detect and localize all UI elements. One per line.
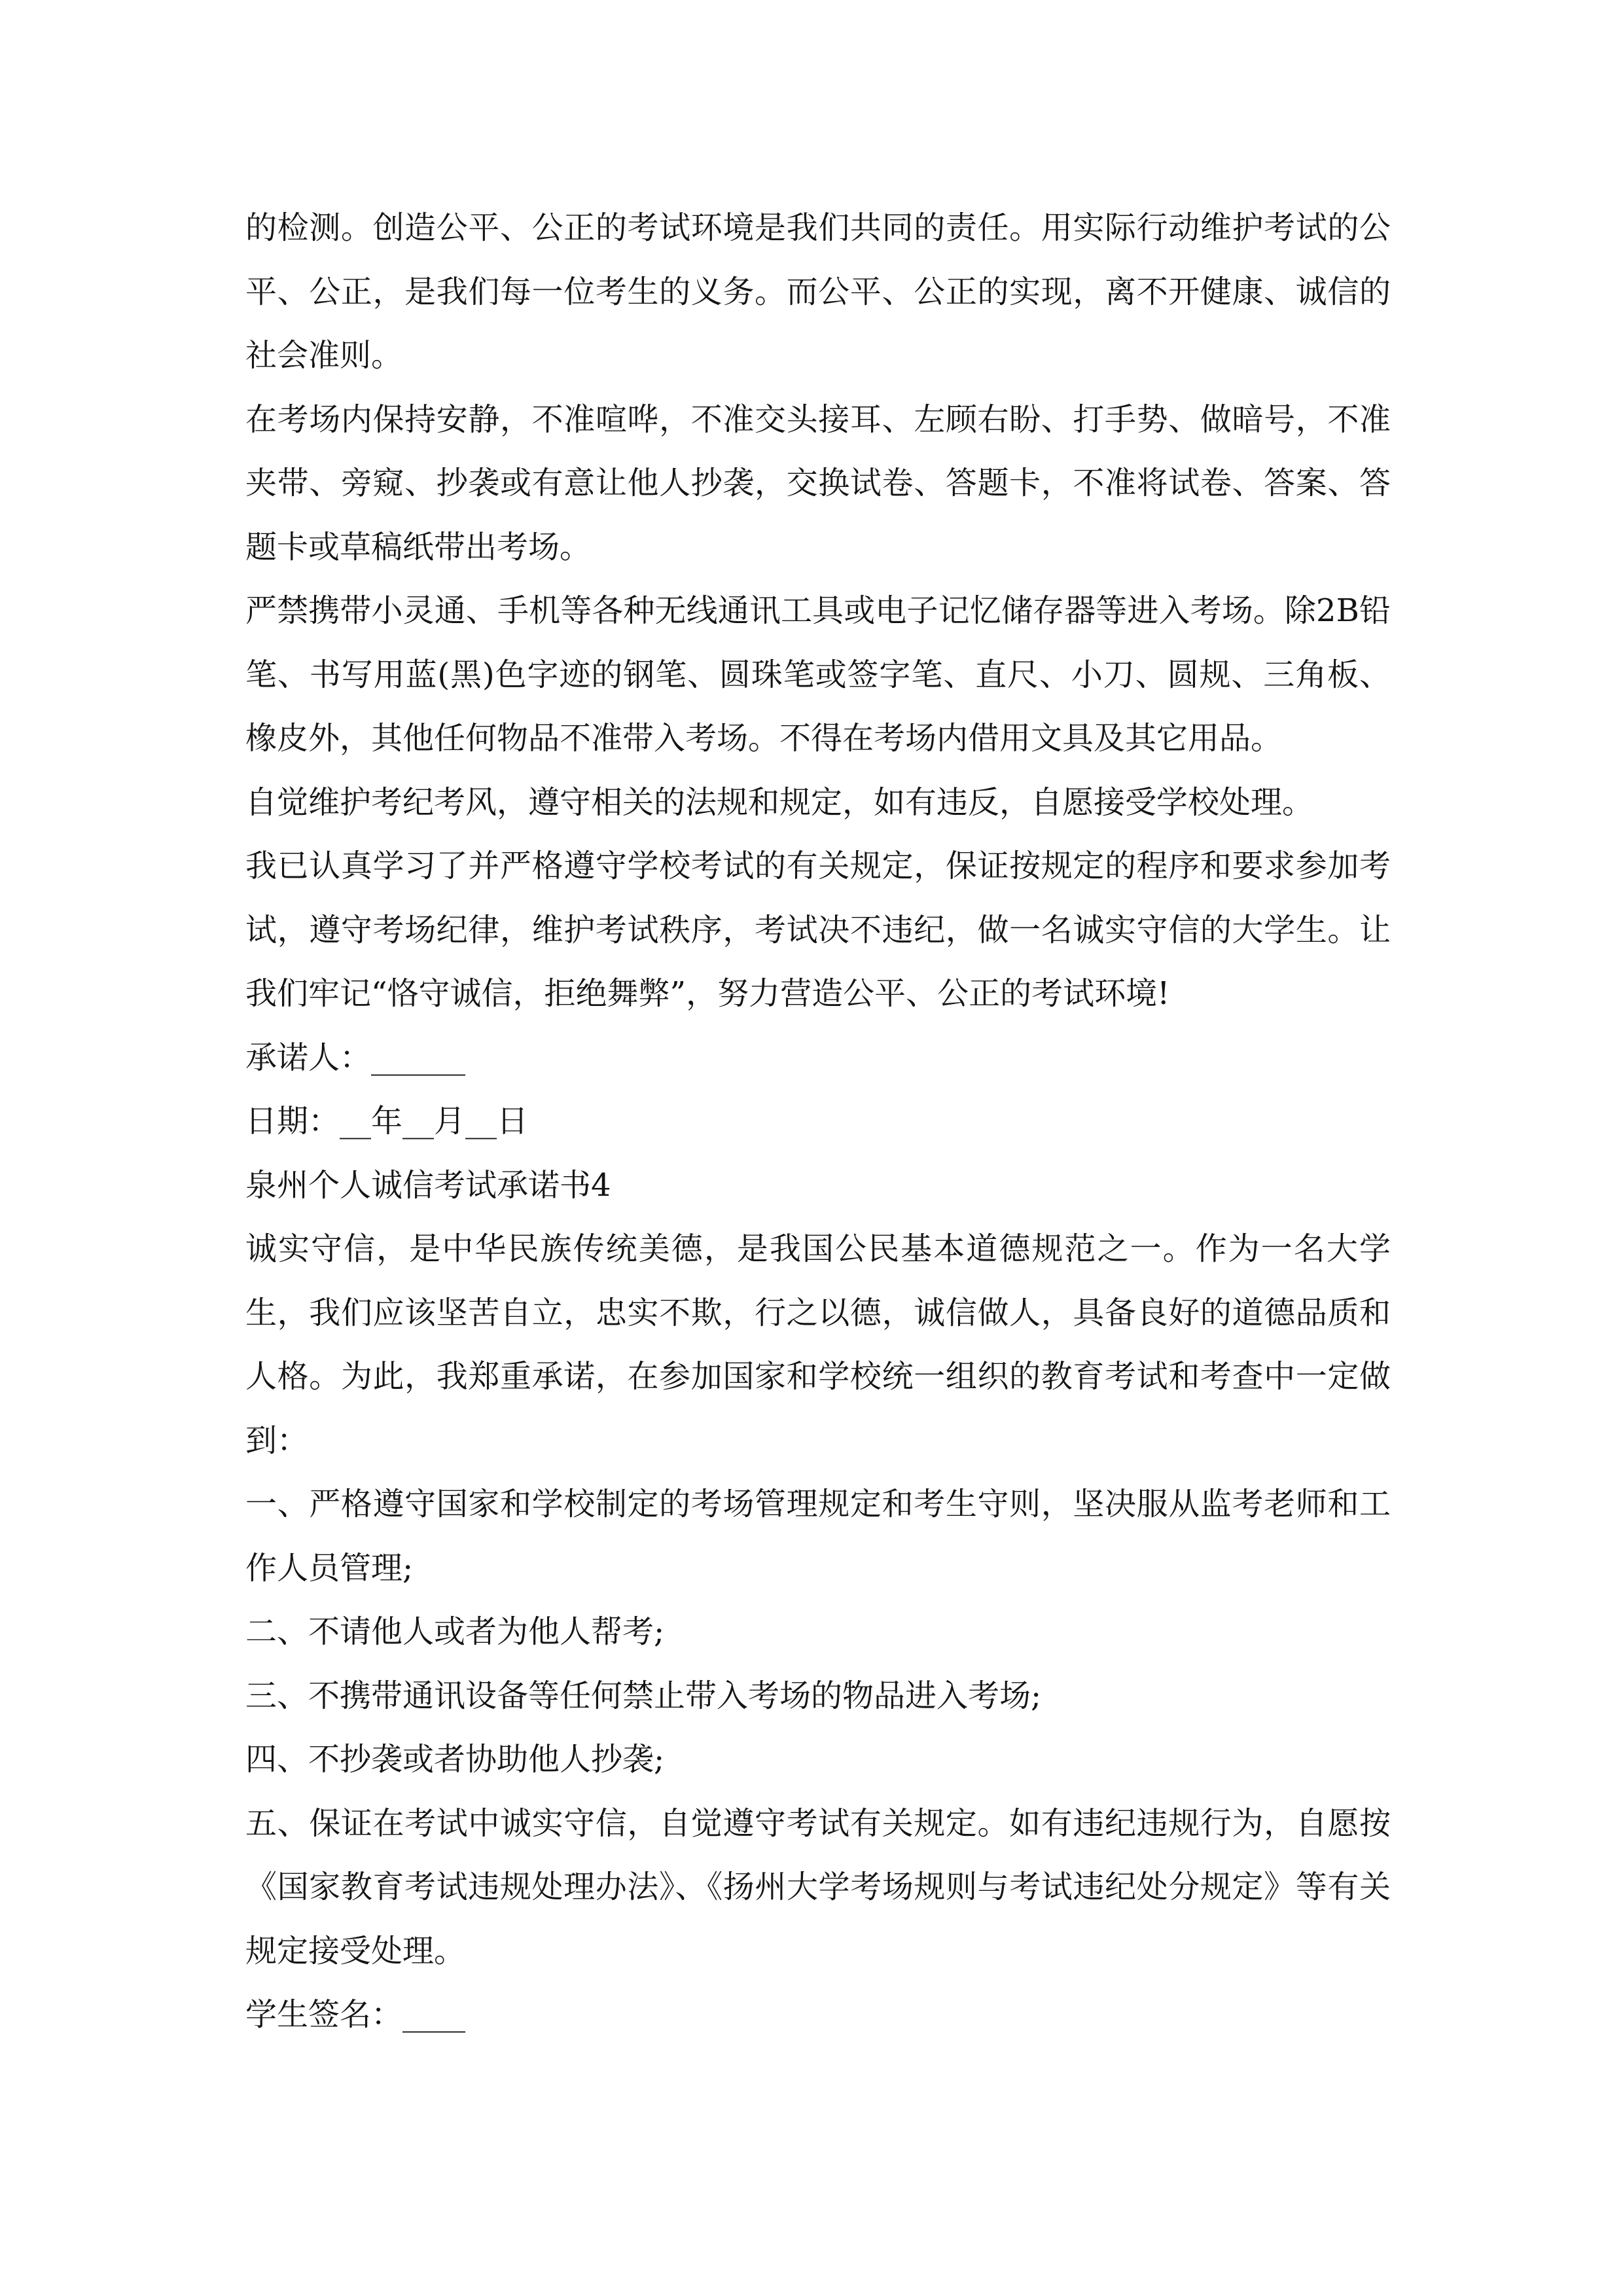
paragraph-discipline: 自觉维护考纪考风，遵守相关的法规和规定，如有违反，自愿接受学校处理。 bbox=[245, 783, 1314, 821]
student-signature-line: 学生签名：____ bbox=[245, 1996, 466, 2033]
pledge-item-3: 三、不携带通讯设备等任何禁止带入考场的物品进入考场; bbox=[245, 1677, 1042, 1714]
pledge-item-4: 四、不抄袭或者协助他人抄袭; bbox=[245, 1741, 665, 1778]
pledge-item-5: 五、保证在考试中诚实守信，自觉遵守考试有关规定。如有违纪违规行为，自愿按《国家教育考试违规处理办法》、《扬州大学考场规则与考试违纪处分规定》等有关规定接受处理。 bbox=[245, 1804, 1391, 1969]
pledge-item-2: 二、不请他人或者为他人帮考; bbox=[245, 1613, 665, 1650]
paragraph-pledge: 我已认真学习了并严格遵守学校考试的有关规定，保证按规定的程序和要求参加考试，遵守考场纪律，维护考试秩序，考试决不违纪，做一名诚实守信的大学生。让我们牢记“恪守诚信，拒绝舞弊”，努力营造公平、公正的考试环境! bbox=[245, 848, 1391, 1012]
paragraph-fairness-responsibility: 的检测。创造公平、公正的考试环境是我们共同的责任。用实际行动维护考试的公平、公正，是我们每一位考生的义务。而公平、公正的实现，离不开健康、诚信的社会准则。 bbox=[245, 209, 1391, 374]
paragraph-exam-room-conduct: 在考场内保持安静，不准喧哗，不准交头接耳、左顾右盼、打手势、做暗号，不准夹带、旁窥、抄袭或有意让他人抄袭，交换试卷、答题卡，不准将试卷、答案、答题卡或草稿纸带出考场。 bbox=[245, 401, 1391, 565]
date-line: 日期：__年__月__日 bbox=[245, 1103, 529, 1139]
promiser-signature-line: 承诺人：______ bbox=[245, 1039, 466, 1076]
section-title: 泉州个人诚信考试承诺书4 bbox=[245, 1166, 611, 1204]
pledge-item-1: 一、严格遵守国家和学校制定的考场管理规定和考生守则，坚决服从监考老师和工作人员管理; bbox=[245, 1486, 1391, 1587]
document-body bbox=[245, 196, 1391, 2047]
paragraph-integrity-intro: 诚实守信，是中华民族传统美德，是我国公民基本道德规范之一。作为一名大学生，我们应该坚苦自立，忠实不欺，行之以德，诚信做人，具备良好的道德品质和人格。为此，我郑重承诺，在参加国家和学校统一组织的教育考试和考查中一定做到： bbox=[245, 1230, 1391, 1459]
paragraph-prohibited-items: 严禁携带小灵通、手机等各种无线通讯工具或电子记忆储存器等进入考场。除2B铅笔、书写用蓝(黑)色字迹的钢笔、圆珠笔或签字笔、直尺、小刀、圆规、三角板、橡皮外，其他任何物品不准带入考场。不得在考场内借用文具及其它用品。 bbox=[245, 592, 1391, 757]
